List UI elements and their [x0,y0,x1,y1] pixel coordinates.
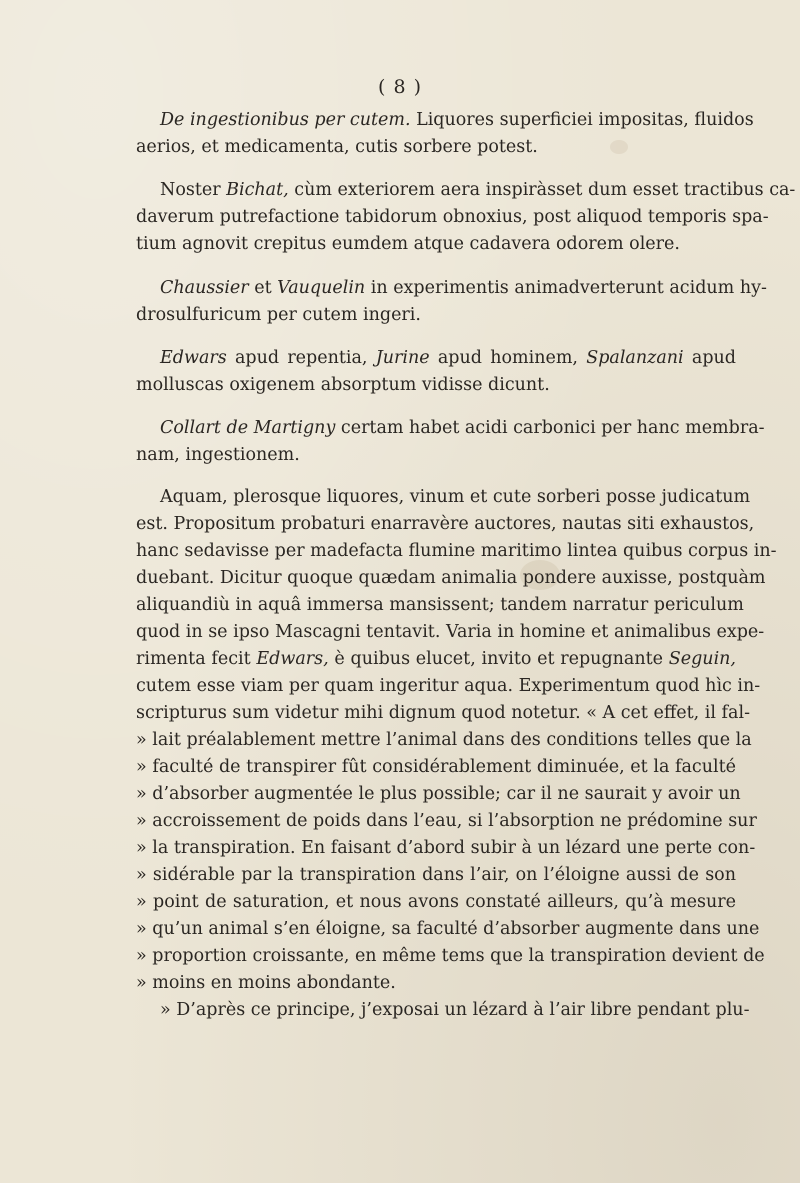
text-run: daverum putrefactione tabidorum obnoxius, post aliquod temporis spa- [136,207,769,227]
text-line [136,231,736,257]
text-run: in experimentis animadverterunt acidum hy- [365,278,767,298]
text-line [136,754,736,780]
text-line [160,484,751,510]
text-line [136,727,752,753]
text-run: scripturus sum videtur mihi dignum quod notetur. « A cet effet, il fal- [136,703,750,723]
text-run: » proportion croissante, en même tems que la transpiration devient de [136,946,765,966]
text-line [136,134,736,160]
text-run: » sidérable par la transpiration dans l’air, on l’éloigne aussi de son [136,865,736,885]
text-line [136,889,736,915]
text-line [136,835,756,861]
italic-text-run: Collart de Martigny [160,418,336,438]
text-line [160,415,765,441]
italic-text-run: Chaussier [160,278,249,298]
text-run: aliquandiù in aquâ immersa mansissent; tandem narratur periculum [136,595,744,615]
text-run: apud hominem, [429,348,587,368]
text-run: aerios, et medicamenta, cutis sorbere potest. [136,137,538,157]
text-run: rimenta fecit [136,649,257,669]
italic-text-run: Edwars [160,348,227,368]
text-run: Liquores superficiei impositas, fluidos [410,110,754,130]
text-line [160,345,736,371]
text-line [160,997,750,1023]
text-line [136,673,761,699]
text-run: molluscas oxigenem absorptum vidisse dicunt. [136,375,550,395]
page-number: ( 8 ) [378,76,422,98]
text-run: cutem esse viam per quam ingeritur aqua. Experimentum quod hìc in- [136,676,761,696]
text-line [136,511,755,537]
text-line [136,943,765,969]
text-run: quod in se ipso Mascagni tentavit. Varia in homine et animalibus expe- [136,622,765,642]
text-run: » moins en moins abondante. [136,973,396,993]
text-line [136,204,769,230]
text-run: » qu’un animal s’en éloigne, sa faculté d’absorber augmente dans une [136,919,760,939]
text-run: Aquam, plerosque liquores, vinum et cute sorberi posse judicatum [160,487,751,507]
italic-text-run: De ingestionibus per cutem. [160,110,411,130]
text-run: » D’après ce principe, j’exposai un lézard à l’air libre pendant plu- [160,1000,750,1020]
text-line [136,442,736,468]
text-line [136,916,760,942]
text-line [136,302,736,328]
text-line [136,862,736,888]
text-line [136,565,766,591]
text-line [136,372,736,398]
text-run: » la transpiration. En faisant d’abord subir à un lézard une perte con- [136,838,756,858]
text-run: tium agnovit crepitus eumdem atque cadavera odorem olere. [136,234,680,254]
italic-text-run: Spalanzani [586,348,684,368]
text-run: apud repentia, [226,348,376,368]
text-run: hanc sedavisse per madefacta flumine maritimo lintea quibus corpus in- [136,541,777,561]
text-line [136,646,736,672]
text-line [136,781,741,807]
text-run: » accroissement de poids dans l’eau, si l’absorption ne prédomine sur [136,811,757,831]
text-line [136,592,744,618]
text-run: nam, ingestionem. [136,445,300,465]
text-run: cùm exteriorem aera inspiràsset dum esset tractibus ca- [288,180,796,200]
italic-text-run: Bichat, [226,180,289,200]
text-line [160,177,796,203]
italic-text-run: Jurine [375,348,430,368]
text-line [136,970,736,996]
text-run: duebant. Dicitur quoque quædam animalia pondere auxisse, postquàm [136,568,766,588]
text-run: » lait préalablement mettre l’animal dans des conditions telles que la [136,730,752,750]
text-line [136,808,757,834]
text-line [160,275,767,301]
text-run: Noster [160,180,227,200]
text-run: » faculté de transpirer fût considérablement diminuée, et la faculté [136,757,736,777]
text-run: » point de saturation, et nous avons constaté ailleurs, qu’à mesure [136,892,736,912]
text-run: et [248,278,278,298]
text-run: est. Propositum probaturi enarravère auctores, nautas siti exhaustos, [136,514,755,534]
text-line [136,619,765,645]
text-line [160,107,754,133]
text-run: apud [683,348,736,368]
italic-text-run: Seguin, [668,649,736,669]
text-run: certam habet acidi carbonici per hanc membra- [335,418,765,438]
text-line [136,700,750,726]
italic-text-run: Vauquelin [277,278,366,298]
text-run: drosulfuricum per cutem ingeri. [136,305,421,325]
text-run: » d’absorber augmentée le plus possible; car il ne saurait y avoir un [136,784,741,804]
text-run: è quibus elucet, invito et repugnante [328,649,669,669]
italic-text-run: Edwars, [256,649,329,669]
text-line [136,538,777,564]
